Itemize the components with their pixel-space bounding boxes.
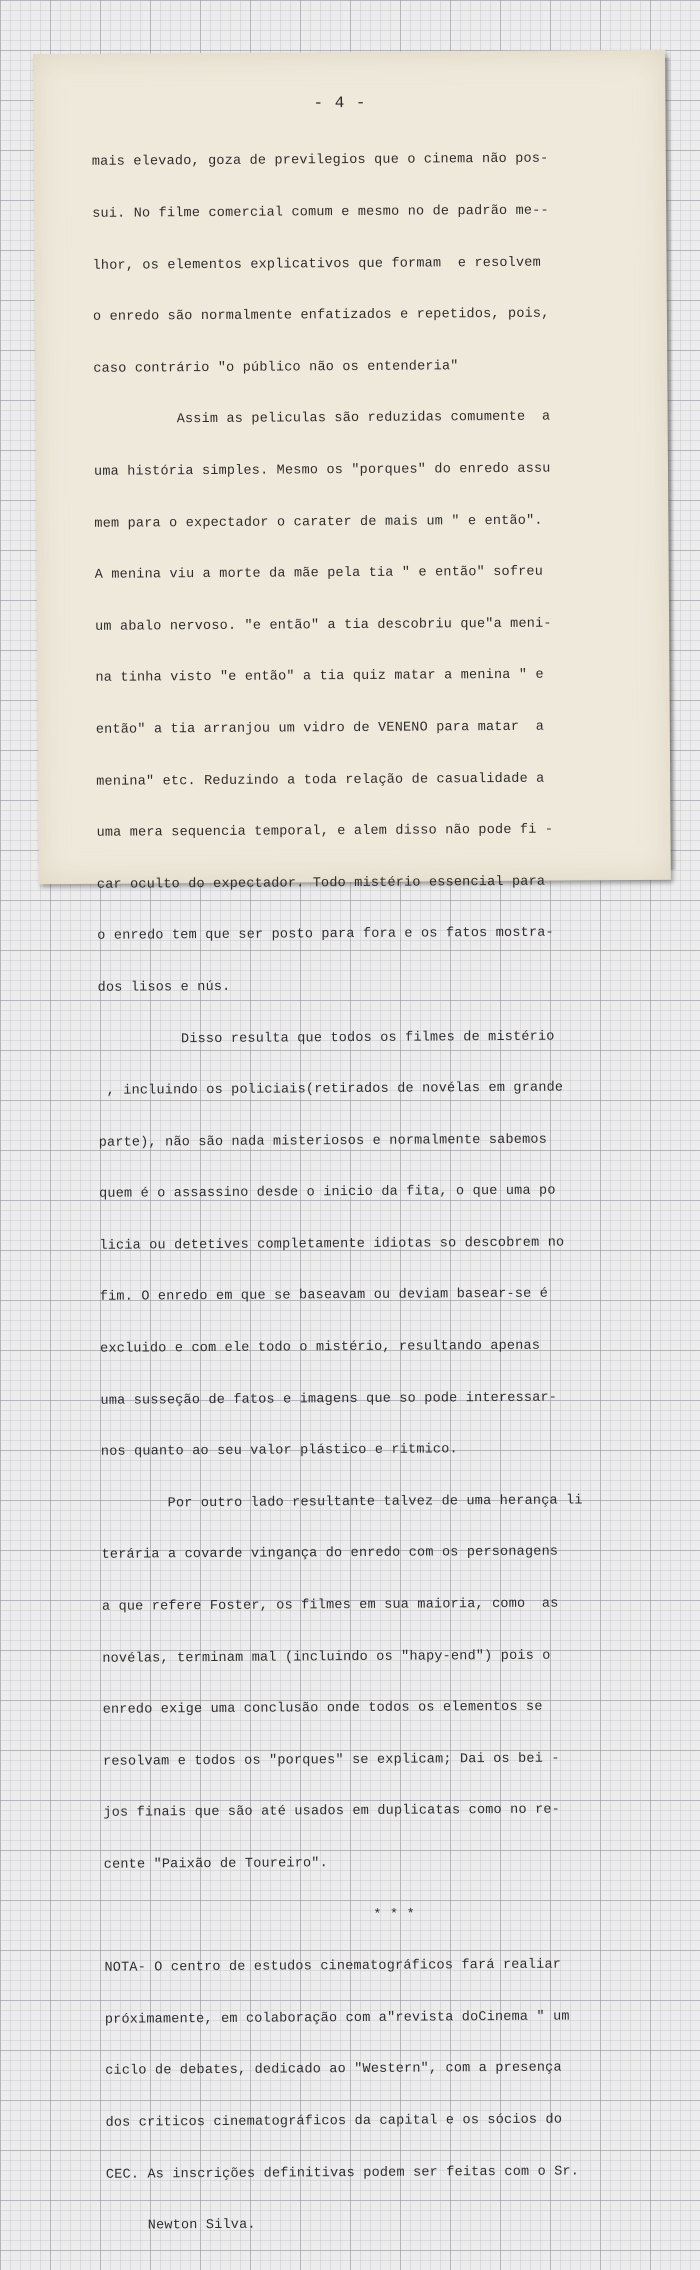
note-line: ciclo de debates, dedicado ao "Western", com a presença [105,2060,562,2080]
text-line: o enredo tem que ser posto para fora e os fatos mostra- [97,925,554,945]
text-line: caso contrário "o público não os entenderia" [93,359,459,377]
text-line: na tinha visto "e então" a tia quiz matar a menina " e [95,668,544,687]
text-line: jos finais que são até usados em duplicatas como no re- [103,1802,561,1822]
text-line: sui. No filme comercial comum e mesmo no de padrão me-- [92,203,549,222]
text-line: Assim as peliculas são reduzidas comumente a [93,409,551,429]
text-line: cente "Paixão de Toureiro". [103,1856,328,1873]
text-line: mem para o expectador o carater de mais um " e então". [94,513,543,532]
text-line: enredo exige uma conclusão onde todos os elementos se [102,1699,543,1718]
text-line: o enredo são normalmente enfatizados e repetidos, pois, [92,306,550,325]
text-line: fim. O enredo em que se baseavam ou deviam basear-se é [99,1287,549,1306]
text-line: então" a tia arranjou um vidro de VENENO para matar a [95,719,545,738]
text-line: menina" etc. Reduzindo a toda relação de casualidade a [96,771,545,790]
text-line: Disso resulta que todos os filmes de mistério [97,1029,555,1048]
text-line: A menina viu a morte da mãe pela tia " e então" sofreu [94,564,544,583]
text-line: , incluindo os policiais(retirados de novélas em grande [98,1080,564,1099]
text-line: mais elevado, goza de previlegios que o cinema não pos- [91,152,549,171]
text-line: resolvam e todos os "porques" se explicam; Dai os bei - [102,1751,560,1770]
note-line: CEC. As inscrições definitivas podem ser feitas com o Sr. [105,2164,580,2183]
text-line: licia ou detetives completamente idiotas so descobrem no [99,1235,565,1254]
text-line: uma susseção de fatos e imagens que so pode interessar- [100,1390,558,1409]
text-line: lhor, os elementos explicativos que formam e resolvem [92,255,541,274]
page-number: - 4 - [313,93,367,113]
text-line: um abalo nervoso. "e então" a tia descobriu que"a meni- [95,616,552,635]
page-body [91,117,583,2270]
text-line: uma mera sequencia temporal, e alem disso não pode fi - [96,822,554,841]
text-line: uma história simples. Mesmo os "porques" do enredo assu [93,461,551,480]
note-line: próximamente, em colaboração com a"revista doCinema " um [104,2009,570,2028]
note-line: NOTA- O centro de estudos cinematográficos fará realiar [104,1957,562,1976]
note-line: dos criticos cinematográficos da capital e os sócios do [105,2112,563,2131]
text-line: parte), não são nada misteriosos e normalmente sabemos [98,1132,548,1151]
text-line: car oculto do expectador. Todo mistério essencial para [96,874,546,893]
text-line: quem é o assassino desde o inicio da fita, o que uma po [99,1183,556,1203]
text-line: novélas, terminam mal (incluindo os "hapy-end") pois o [102,1648,551,1667]
text-line: dos lisos e nús. [97,979,231,996]
note-signature: Newton Silva. [106,2217,256,2234]
text-line: excluido e com ele todo o mistério, resultando apenas [100,1338,541,1357]
text-line: terária a covarde vingança do enredo com os personagens [101,1545,559,1564]
page-shadow [665,58,677,870]
text-line: a que refere Foster, os filmes em sua maioria, como as [101,1596,559,1615]
text-line: nos quanto ao seu valor plástico e ritmico. [100,1442,458,1461]
typewritten-page [33,50,671,2234]
text-line: Por outro lado resultante talvez de uma herança li [101,1493,583,1512]
section-separator: * * * [373,1907,415,1923]
